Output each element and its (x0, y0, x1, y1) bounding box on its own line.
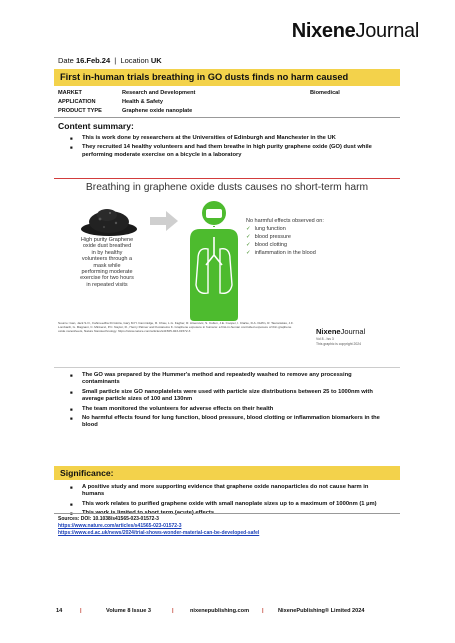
summary-bullet: ■ This is work done by researchers at the Universities of Edinburgh and Manchester in the UK (70, 135, 390, 142)
page-number: 14 (56, 608, 63, 614)
meta-separator: | (112, 56, 119, 65)
check-icon: ✓ (246, 242, 251, 248)
info-value: Graphene oxide nanoplate (122, 108, 193, 114)
sources-block (58, 516, 259, 537)
check-icon: ✓ (246, 250, 251, 256)
summary-heading: Content summary: (58, 121, 134, 131)
effect-item (246, 233, 324, 241)
info-key: PRODUCT TYPE (58, 108, 102, 114)
summary-bullet-list (70, 135, 390, 161)
infographic-effects (246, 217, 324, 257)
detail-bullet: ■ No harmful effects found for lung function, blood pressure, blood clotting or inflammation biomarkers in the blood (70, 415, 390, 430)
infographic-source: Source: Gan, Jack S.O., Fahmeedha Di Gloria, Gary M.H. Cammidge, R. Chau, L.G. Fagher, R. Arsenovic, S. Cullen, J.E. Cooper, I. Clarke, D.A. Duffin, R. Tauranskas, J.F. Lombardi, G. Magnani, C. Minkerel, P.C. Naylor, R., Henry Palmer and Kostarelos K. Graphene exposure in humans: a first-in-human controlled exposure of thin graphene oxide nanosheets, Nature Nanotechnology. https://www.nature.com/articles/s41565-023-01572-3 (58, 321, 294, 333)
journal-brand (292, 20, 419, 43)
source-link[interactable]: https://www.nature.com/articles/s41565-023-01572-3 (58, 523, 182, 529)
check-icon: ✓ (246, 234, 251, 240)
infographic-left-text: High purity Graphene oxide dust breathed in by healthy volunteers through a mask while performing moderate exercise for two hours in repeated visits (80, 237, 134, 288)
info-value: Research and Development (122, 90, 196, 96)
effects-heading: No harmful effects observed on: (246, 218, 324, 224)
detail-bullet: ■ Small particle size GO nanoplatelets were used with particle size distributions between 25 to 1000nm with average particle sizes of 100 and 130nm (70, 389, 390, 404)
footer-site: nixenepublishing.com (190, 608, 250, 614)
footer-separator: | (172, 608, 174, 614)
footer-separator: | (80, 608, 82, 614)
effect-item (246, 225, 324, 233)
divider (54, 117, 400, 118)
effect-label: blood clotting (254, 242, 288, 248)
summary-bullet: ■ They recruited 14 healthy volunteers and had them breathe in high purity graphene oxide (GO) dust while performing moderate exercise on a bicycle in a laboratory (70, 144, 390, 159)
detail-bullet: ■ The team monitored the volunteers for adverse effects on their health (70, 406, 390, 413)
headline-banner: First in-human trials breathing in GO dusts finds no harm caused (54, 69, 400, 86)
info-key: APPLICATION (58, 99, 96, 105)
date-label: Date (58, 56, 74, 65)
footer-separator: | (262, 608, 264, 614)
detail-bullet: ■ The GO was prepared by the Hummer's method and repeatedly washed to remove any processing contaminants (70, 372, 390, 387)
sources-doi: DOI: 10.1038/s41565-023-01572-3 (80, 516, 159, 522)
brand-light: Journal (355, 20, 419, 42)
effect-label: lung function (254, 226, 286, 232)
effect-label: blood pressure (254, 234, 291, 240)
infographic-brand-light: Journal (340, 327, 366, 336)
info-row-product-type (58, 108, 398, 116)
info-value: Health & Safety (122, 99, 164, 105)
location-value: UK (150, 56, 162, 65)
brand-bold: Nixene (291, 20, 356, 42)
significance-heading: Significance: (54, 466, 400, 480)
meta-line (58, 56, 162, 65)
infographic-brand (316, 327, 365, 336)
graphene-powder-icon (74, 205, 144, 237)
effect-item (246, 241, 324, 249)
human-lungs-icon (184, 199, 244, 323)
infographic-title: Breathing in graphene oxide dusts causes no short-term harm (85, 182, 369, 193)
check-icon: ✓ (246, 226, 251, 232)
effect-label: inflammation in the blood (254, 250, 316, 256)
infographic (54, 178, 400, 368)
info-row-market (58, 90, 398, 98)
arrow-right-icon (150, 211, 178, 231)
info-row-application (58, 99, 398, 107)
effect-item (246, 249, 324, 257)
date-value: 16.Feb.24 (75, 56, 111, 65)
source-link[interactable]: https://www.ed.ac.uk/news/2024/trial-shows-wonder-material-can-be-developed-safel (58, 530, 260, 536)
infographic-brand-sub: Vol 8 - Iss 3 This graphic is copyright 2024 (316, 337, 362, 346)
info-extra: Biomedical (310, 90, 340, 96)
significance-bullet: ■ A positive study and more supporting evidence that graphene oxide nanoparticles do not cause harm in humans (70, 484, 390, 499)
significance-bullet: ■ This work relates to purified graphene oxide with small nanoplate sizes up to a maximum of 1000nm (1 µm) (70, 501, 390, 508)
info-key: MARKET (58, 90, 82, 96)
location-label: Location (120, 56, 149, 65)
detail-bullet-list (70, 372, 390, 432)
footer-copyright: NixenePublishing® Limited 2024 (278, 608, 365, 614)
infographic-brand-bold: Nixene (316, 327, 341, 336)
divider (54, 513, 400, 514)
footer-volume: Volume 8 Issue 3 (106, 608, 151, 614)
significance-bullet-list (70, 484, 390, 520)
sources-label: Sources: (58, 516, 80, 522)
